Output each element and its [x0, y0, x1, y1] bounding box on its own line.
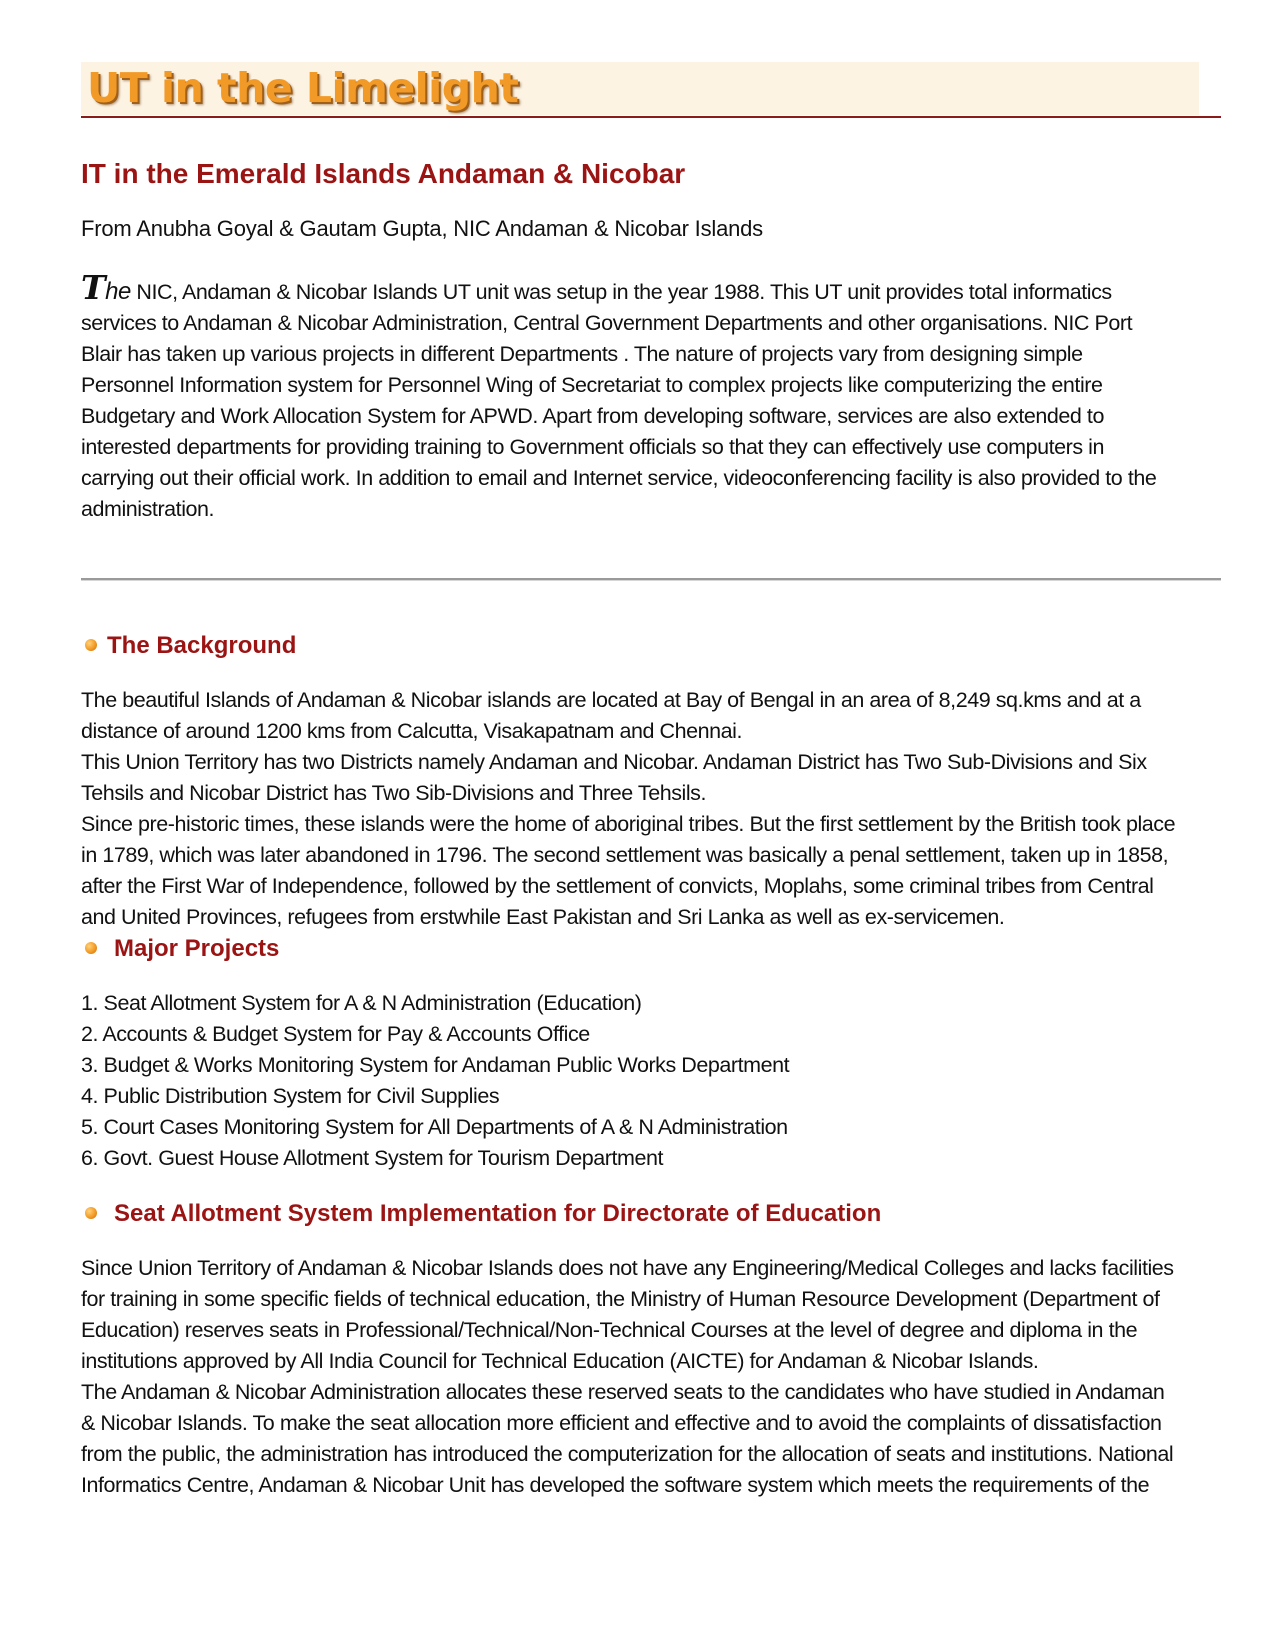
list-item: 4. Public Distribution System for Civil Supplies: [81, 1084, 500, 1108]
seat-line: Since Union Territory of Andaman & Nicobar Islands does not have any Engineering/Medical Colleges and lacks facilities: [81, 1256, 1174, 1280]
section-heading-major-projects: [81, 933, 1221, 965]
list-item: 3. Budget & Works Monitoring System for Andaman Public Works Department: [81, 1053, 790, 1077]
list-item: 5. Court Cases Monitoring System for All Departments of A & N Administration: [81, 1115, 788, 1139]
intro-line: Blair has taken up various projects in different Departments . The nature of projects vary from designing simple: [81, 342, 1083, 366]
intro-first-line: [81, 268, 1221, 308]
section-heading-seat-allotment: [81, 1198, 1221, 1230]
list-item: 2. Accounts & Budget System for Pay & Accounts Office: [81, 1022, 590, 1046]
seat-line: from the public, the administration has introduced the computerization for the allocation of seats and institutions. National: [81, 1442, 1174, 1466]
seat-line: institutions approved by All India Council for Technical Education (AICTE) for Andaman & Nicobar Islands.: [81, 1349, 1039, 1373]
seat-line: Informatics Centre, Andaman & Nicobar Unit has developed the software system which meets the requirements of the: [81, 1473, 1150, 1497]
list-item: 6. Govt. Guest House Allotment System for Tourism Department: [81, 1146, 664, 1170]
intro-line: carrying out their official work. In addition to email and Internet service, videoconferencing facility is also provided to the: [81, 466, 1157, 490]
intro-line: interested departments for providing training to Government officials so that they can effectively use computers in: [81, 435, 1105, 459]
section-heading-text: Seat Allotment System Implementation for Directorate of Education: [114, 1200, 882, 1227]
seat-allotment-paragraph: [81, 1253, 1221, 1501]
background-line: and United Provinces, refugees from erstwhile East Pakistan and Sri Lanka as well as ex-servicemen.: [81, 905, 1005, 929]
dropcap-rest: he: [105, 278, 131, 305]
list-item: 1. Seat Allotment System for A & N Administration (Education): [81, 991, 642, 1015]
dropcap-letter: T: [81, 268, 106, 307]
seat-line: & Nicobar Islands. To make the seat allocation more efficient and effective and to avoid the complaints of dissatisfaction: [81, 1411, 1162, 1435]
horizontal-divider: [81, 578, 1221, 581]
banner: [81, 62, 1221, 118]
orange-bullet-icon: [85, 942, 97, 954]
page-content: [81, 62, 1221, 1501]
article-byline: From Anubha Goyal & Gautam Gupta, NIC Andaman & Nicobar Islands: [81, 216, 763, 241]
projects-list: [81, 988, 1221, 1174]
intro-line: Budgetary and Work Allocation System for APWD. Apart from developing software, services are also extended to: [81, 404, 1104, 428]
intro-line: services to Andaman & Nicobar Administration, Central Government Departments and other organisations. NIC Port: [81, 311, 1133, 335]
background-line: The beautiful Islands of Andaman & Nicobar islands are located at Bay of Bengal in an area of 8,249 sq.kms and at a: [81, 688, 1141, 712]
background-line: This Union Territory has two Districts namely Andaman and Nicobar. Andaman District has Two Sub-Divisions and Six: [81, 750, 1147, 774]
seat-line: for training in some specific fields of technical education, the Ministry of Human Resource Development (Department of: [81, 1287, 1160, 1311]
intro-line: Personnel Information system for Personnel Wing of Secretariat to complex projects like computerizing the entire: [81, 373, 1103, 397]
background-line: Since pre-historic times, these islands were the home of aboriginal tribes. But the first settlement by the British took place: [81, 812, 1176, 836]
intro-first-line-text: NIC, Andaman & Nicobar Islands UT unit was setup in the year 1988. This UT unit provides total informatics: [130, 280, 1112, 304]
background-line: in 1789, which was later abandoned in 1796. The second settlement was basically a penal settlement, taken up in 1858,: [81, 843, 1169, 867]
orange-bullet-icon: [85, 639, 97, 651]
seat-line: Education) reserves seats in Professional/Technical/Non-Technical Courses at the level of degree and diploma in the: [81, 1318, 1138, 1342]
background-paragraph: [81, 685, 1221, 933]
background-line: distance of around 1200 kms from Calcutta, Visakapatnam and Chennai.: [81, 719, 742, 743]
intro-line: administration.: [81, 497, 215, 521]
section-heading-background: [81, 630, 1221, 662]
section-heading-text: Major Projects: [114, 935, 280, 962]
background-line: after the First War of Independence, followed by the settlement of convicts, Moplahs, some criminal tribes from Central: [81, 874, 1154, 898]
intro-paragraph: [81, 268, 1221, 525]
seat-line: The Andaman & Nicobar Administration allocates these reserved seats to the candidates who have studied in Andaman: [81, 1380, 1165, 1404]
orange-bullet-icon: [85, 1207, 97, 1219]
article-title: IT in the Emerald Islands Andaman & Nicobar: [81, 158, 686, 189]
background-line: Tehsils and Nicobar District has Two Sib-Divisions and Three Tehsils.: [81, 781, 706, 805]
banner-title: UT in the Limelight: [87, 64, 519, 112]
section-heading-text: The Background: [107, 632, 297, 659]
